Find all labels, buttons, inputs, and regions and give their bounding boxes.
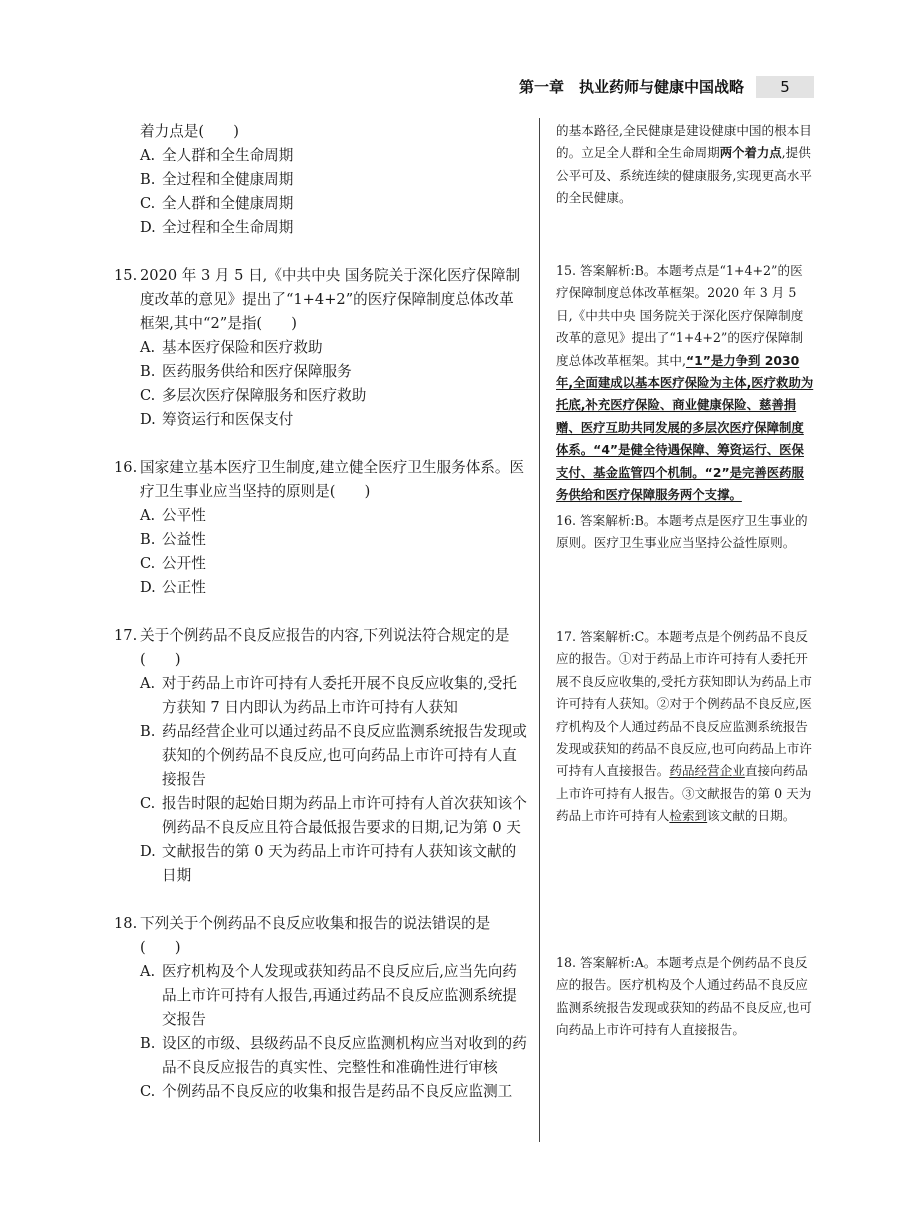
option-a: [114, 960, 528, 1032]
question-number: 17.: [114, 627, 138, 644]
question-15: [114, 264, 528, 432]
option-letter: C.: [140, 387, 156, 404]
option-b: [114, 528, 528, 552]
option-letter: A.: [140, 339, 156, 356]
question-number: 18.: [114, 915, 138, 932]
page-header: [518, 76, 814, 98]
option-text: 报告时限的起始日期为药品上市许可持有人首次获知该个例药品不良反应且符合最低报告要求的日期,记为第 0 天: [162, 795, 527, 836]
option-text: 基本医疗保险和医疗救助: [162, 339, 323, 356]
option-letter: C.: [140, 555, 156, 572]
question-number: 16.: [114, 459, 138, 476]
option-letter: D.: [140, 843, 156, 860]
option-letter: D.: [140, 579, 156, 596]
question-14-continued: [114, 120, 528, 240]
answer-15: [556, 260, 814, 506]
option-text: 全人群和全健康周期: [162, 195, 294, 212]
option-letter: A.: [140, 963, 156, 980]
option-letter: B.: [140, 723, 156, 740]
answer-16: 16. 答案解析:B。本题考点是医疗卫生事业的原则。医疗卫生事业应当坚持公益性原则。: [556, 513, 808, 551]
option-letter: B.: [140, 531, 156, 548]
question-16: [114, 456, 528, 600]
answer-text: 直接向药品上市许可持有人报告。③文献报告的第 0 天为药品上市许可持有人: [556, 763, 812, 824]
option-c: [114, 192, 528, 216]
option-letter: D.: [140, 219, 156, 236]
option-text: 文献报告的第 0 天为药品上市许可持有人获知该文献的日期: [162, 843, 517, 884]
option-d: [114, 216, 528, 240]
option-text: 多层次医疗保障服务和医疗救助: [162, 387, 367, 404]
option-text: 公益性: [162, 531, 206, 548]
option-text: 药品经营企业可以通过药品不良反应监测系统报告发现或获知的个例药品不良反应,也可向药品上市许可持有人直接报告: [162, 723, 527, 788]
option-b: [114, 1032, 528, 1080]
option-letter: A.: [140, 675, 156, 692]
option-a: [114, 504, 528, 528]
question-stem: 国家建立基本医疗卫生制度,建立健全医疗卫生服务体系。医疗卫生事业应当坚持的原则是( ): [140, 459, 525, 500]
option-text: 筹资运行和医保支付: [162, 411, 294, 428]
option-text: 公开性: [162, 555, 206, 572]
option-text: 公平性: [162, 507, 206, 524]
question-18: [114, 912, 528, 1104]
option-text: 全过程和全健康周期: [162, 171, 294, 188]
answer-text: 该文献的日期。: [707, 808, 796, 824]
questions-column: [114, 120, 528, 1104]
option-letter: A.: [140, 147, 156, 164]
option-d: [114, 576, 528, 600]
question-number: 15.: [114, 267, 138, 284]
option-letter: C.: [140, 1083, 156, 1100]
option-a: [114, 144, 528, 168]
question-stem: 下列关于个例药品不良反应收集和报告的说法错误的是( ): [140, 915, 491, 956]
option-text: 个例药品不良反应的收集和报告是药品不良反应监测工: [162, 1083, 513, 1100]
answer-14-continued: [556, 120, 814, 210]
option-text: 全人群和全生命周期: [162, 147, 294, 164]
question-stem: 关于个例药品不良反应报告的内容,下列说法符合规定的是( ): [140, 627, 510, 668]
option-letter: B.: [140, 171, 156, 188]
option-text: 全过程和全生命周期: [162, 219, 294, 236]
option-d: [114, 408, 528, 432]
option-b: [114, 168, 528, 192]
option-letter: B.: [140, 1035, 156, 1052]
option-text: 医疗机构及个人发现或获知药品不良反应后,应当先向药品上市许可持有人报告,再通过药品不良反应监测系统提交报告: [162, 963, 517, 1028]
option-b: [114, 720, 528, 792]
answers-column: [556, 120, 814, 1038]
column-divider: [539, 118, 540, 1142]
underlined-text: 检索到: [669, 808, 708, 824]
option-c: [114, 1080, 528, 1104]
underlined-text: 药品经营企业: [669, 763, 745, 779]
option-b: [114, 360, 528, 384]
page-number: 5: [756, 76, 814, 98]
option-text: 公正性: [162, 579, 206, 596]
option-text: 设区的市级、县级药品不良反应监测机构应当对收到的药品不良反应报告的真实性、完整性和准确性进行审核: [162, 1035, 527, 1076]
chapter-title: 第一章 执业药师与健康中国战略: [518, 78, 744, 96]
option-c: [114, 552, 528, 576]
option-a: [114, 672, 528, 720]
option-letter: C.: [140, 195, 156, 212]
answer-text: 15. 答案解析:B。本题考点是“1+4+2”的医疗保障制度总体改革框架。2020 年 3 月 5 日,《中共中央 国务院关于深化医疗保障制度改革的意见》提出了“1+4+2”的医疗保障制度总体改革框架。其中,: [556, 263, 804, 368]
option-letter: D.: [140, 411, 156, 428]
option-c: [114, 792, 528, 840]
answer-text: ,提供公平可及、系统连续的健康服务,实现更高水平的全民健康。: [556, 145, 812, 206]
question-stem: 着力点是( ): [140, 123, 239, 140]
question-17: [114, 624, 528, 888]
answer-17: [556, 626, 814, 828]
highlight-text: 两个着力点: [719, 145, 782, 161]
highlight-text: “1”是力争到 2030 年,全面建成以基本医疗保险为主体,医疗救助为托底,补充医疗保险、商业健康保险、慈善捐赠、医疗互助共同发展的多层次医疗保障制度体系。“4”是健全待遇保障、筹资运行、医保支付、基金监管四个机制。“2”是完善医药服务供给和医疗保障服务两个支撑。: [556, 352, 814, 503]
question-stem: 2020 年 3 月 5 日,《中共中央 国务院关于深化医疗保障制度改革的意见》提出了“1+4+2”的医疗保障制度总体改革框架,其中“2”是指( ): [140, 267, 521, 332]
option-c: [114, 384, 528, 408]
option-text: 医药服务供给和医疗保障服务: [162, 363, 352, 380]
option-a: [114, 336, 528, 360]
answer-text: 17. 答案解析:C。本题考点是个例药品不良反应的报告。①对于药品上市许可持有人委托开展不良反应收集的,受托方获知即认为药品上市许可持有人获知。②对于个例药品不良反应,医疗机构及个人通过药品不良反应监测系统报告发现或获知的药品不良反应,也可向药品上市许可持有人直接报告。: [556, 629, 812, 779]
option-letter: C.: [140, 795, 156, 812]
option-d: [114, 840, 528, 888]
option-text: 对于药品上市许可持有人委托开展不良反应收集的,受托方获知 7 日内即认为药品上市许可持有人获知: [162, 675, 517, 716]
option-letter: A.: [140, 507, 156, 524]
answer-18: 18. 答案解析:A。本题考点是个例药品不良反应的报告。医疗机构及个人通过药品不良反应监测系统报告发现或获知的药品不良反应,也可向药品上市许可持有人直接报告。: [556, 955, 812, 1038]
answer-text: 的基本路径,全民健康是建设健康中国的根本目的。立足全人群和全生命周期: [556, 123, 812, 161]
option-letter: B.: [140, 363, 156, 380]
